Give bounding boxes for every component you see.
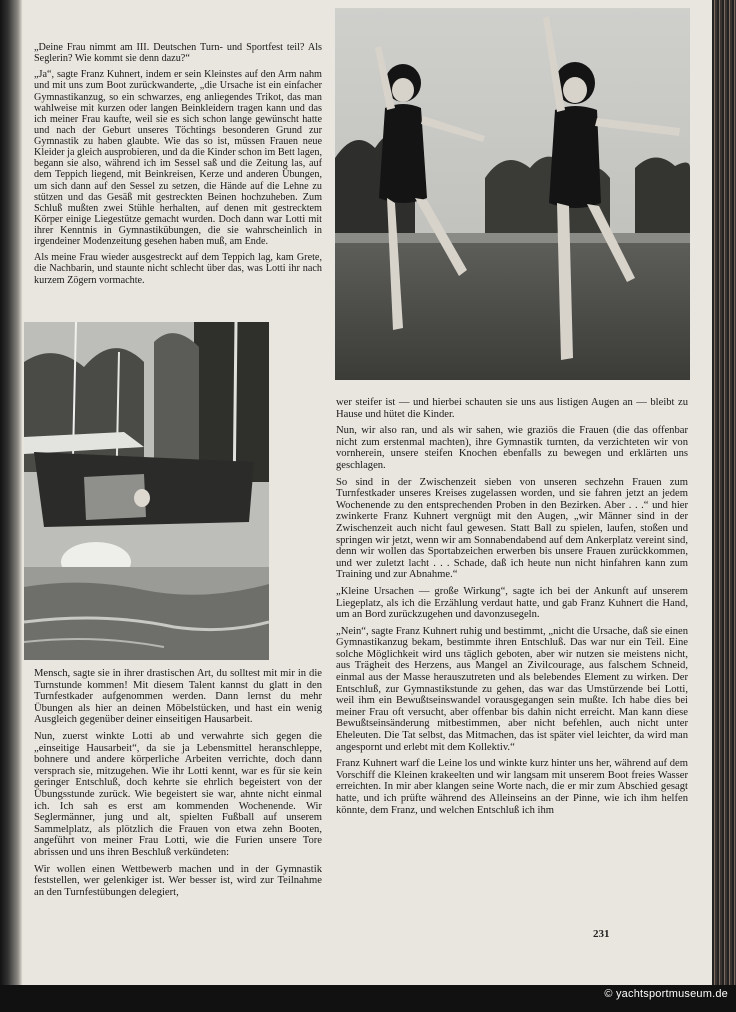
paragraph: „Ja“, sagte Franz Kuhnert, indem er sein Kleinstes auf den Arm nahm und mit uns zum Boot zurückwanderte, „die Ursache ist ein einfacher Gymnastikanzug, so ein schwarzes, eng anliegendes Trikot, das man wahlweise mit kurzen oder langen Beinkleidern tragen kann und das ich meiner Frau kaufte, weil sie es sich schon lange gewünscht hatte und nach der Geburt unseres Töchtings besonderen Grund zur Gymnastik zu haben glaubte. Wie das so ist, müssen Frauen neue Kleider ja gleich ausprobieren, und da die Kinder schon im Bett lagen, begann sie also, während ich im Sessel saß und die Zeitung las, auf dem Teppich liegend, mit Beinkreisen, Kerze und anderen Übungen, um sich dann auf den Sessel zu setzen, die Hände auf die Lehne zu stützen und das Gesäß mit gestreckten Beinen hochzuheben. Zum Schluß mußten zwei Stühle herhalten, auf denen mit gestrecktem Körper einige Liegestütze gemacht wurden. Doch dann war Lotti mit ihrer Kenntnis in Gymnastikübungen, die sie wahrscheinlich in irgendeiner Modenzeitung gesehen haben muß, am Ende. bbox=[34, 69, 322, 248]
page-number: 231 bbox=[593, 928, 610, 940]
book-gutter bbox=[0, 0, 22, 985]
gymnastics-photo-image bbox=[335, 8, 690, 380]
text-column-bottom-left bbox=[34, 668, 322, 938]
paragraph: „Kleine Ursachen — große Wirkung“, sagte ich bei der Ankunft auf unserem Liegeplatz, als ich die Erzählung verdaut hatte, und gab Franz Kuhnert die Hand, um an Bord zurückzugehen und davonzusegeln. bbox=[336, 585, 688, 621]
paragraph: Mensch, sagte sie in ihrer drastischen Art, du solltest mit mir in die Turnstunde kommen! Mit diesem Talent kannst du glatt in den Turnfestkader aufgenommen werden. Dann lernst du mehr Übungen als hier an deinen Möbelstücken, und hast ein wenig Ausgleich gegenüber deiner einseitigen Hausarbeit. bbox=[34, 668, 322, 726]
paragraph: Wir wollen einen Wettbewerb machen und in der Gymnastik feststellen, wer gelenkiger ist. Wer besser ist, wird zur Teilnahme an den Turnfestübungen delegiert, bbox=[34, 863, 322, 898]
paragraph: Nun, zuerst winkte Lotti ab und verwahrte sich gegen die „einseitige Hausarbeit“, da sie ja Lebensmittel heranschleppe, bohnere und andere körperliche Arbeiten verrichte, doch dann versprach sie, mitzugehen. Wie ihr Lotti kennt, war es für sie kein geringer Entschluß, doch kehrte sie ehrlich begeistert von der Übungsstunde zurück. Wie begeistert sie war, ahnte nicht einmal ich. Ich sah es erst am kommenden Wochenende. Wir Seglermänner, jung und alt, spielten Fußball auf unserem Sammelplatz, als plötzlich die Frauen von etwa zehn Booten, angeführt von meiner Frau Lotti, wie die Furien unsere Tore abrissen und uns ihren Beschluß verkündeten: bbox=[34, 730, 322, 858]
harbor-photo-image bbox=[24, 322, 269, 660]
text-column-top-left bbox=[34, 42, 322, 302]
paragraph: Als meine Frau wieder ausgestreckt auf dem Teppich lag, kam Grete, die Nachbarin, und staunte nicht schlecht über das, was Lotti ihr nach kurzem Zögern vormachte. bbox=[34, 252, 322, 286]
photo-gymnastics-women bbox=[335, 8, 690, 380]
watermark-credit: © yachtsportmuseum.de bbox=[604, 988, 728, 1000]
text-column-right bbox=[336, 397, 688, 925]
paragraph: So sind in der Zwischenzeit sieben von unseren sechzehn Frauen zum Turnfestkader unseres Kreises zugelassen worden, und sie fahren jetzt an jedem Wochenende zu den entsprechenden Proben in den Bezirken. Aber . . .“ und hier zwinkerte Franz Kuhnert vergnügt mit den Augen, „wir Männer sind in der Zwischenzeit auch nicht faul gewesen. Statt Ball zu spielen, laufen, stoßen und springen wir jetzt, wenn wir am Sonnabendabend auf dem Ankerplatz vereint sind, denn wir wollen das Sportabzeichen erwerben bis unsere Frauen zurückkommen, und wer zuletzt lacht . . . Schade, daß ich heute nun nicht hinfahren kann zum Training und zur Abnahme.“ bbox=[336, 476, 688, 581]
paragraph: Franz Kuhnert warf die Leine los und winkte kurz hinter uns her, während auf dem Vorschiff die Kleinen krakeelten und wir langsam mit unserem Boot freies Wasser erreichten. In mir aber klangen seine Worte nach, die er mir zum Abschied gesagt hatte, und ich prüfte während des Alleinseins an der Pinne, wie ich ihm helfen könnte, dem Franz, und welchen Entschluß ich ihm bbox=[336, 758, 688, 816]
paragraph: Nun, wir also ran, und als wir sahen, wie graziös die Frauen (die das offenbar nicht zum erstenmal machten), ihre Gymnastik turnten, da verzichteten wir von vornherein, unsere steifen Knochen ebenfalls zu bewegen und erklärten uns geschlagen. bbox=[336, 425, 688, 471]
paragraph: „Deine Frau nimmt am III. Deutschen Turn- und Sportfest teil? Als Seglerin? Wie kommt sie denn dazu?“ bbox=[34, 42, 322, 65]
paragraph: „Nein“, sagte Franz Kuhnert ruhig und bestimmt, „nicht die Ursache, daß sie einen Gymnastikanzug bekam, bestimmte ihren Entschluß. Das war nur ein Teil. Eine solche Möglichkeit wird uns täglich geboten, aber wir nutzen sie meistens nicht, aus Trägheit des Herzens, aus Mangel an Zivilcourage, aus falschem Schneid, einmal aus der Masse herauszutreten und als belebendes Element zu wirken. Der Entschluß, zur Gymnastikstunde zu gehen, das war das Umstürzende bei Lotti, weil ihm ein Bewußtseinswandel vorausgegangen sein mußte. Ich habe dies bei meiner Frau oft versucht, aber offenbar bis dahin nicht erreicht. Man kann diese Bewußtseinsänderung mitbestimmen, aber nicht befehlen, auch nicht unter Eheleuten. Die Tat selbst, das Mitmachen, das ist später viel leichter, da wird man angespornt und erlebt mit dem Kollektiv.“ bbox=[336, 625, 688, 753]
paragraph: wer steifer ist — und hierbei schauten sie uns aus listigen Augen an — bleibt zu Hause und hütet die Kinder. bbox=[336, 397, 688, 420]
photo-harbor-boats bbox=[24, 322, 269, 660]
page-edges bbox=[712, 0, 736, 985]
